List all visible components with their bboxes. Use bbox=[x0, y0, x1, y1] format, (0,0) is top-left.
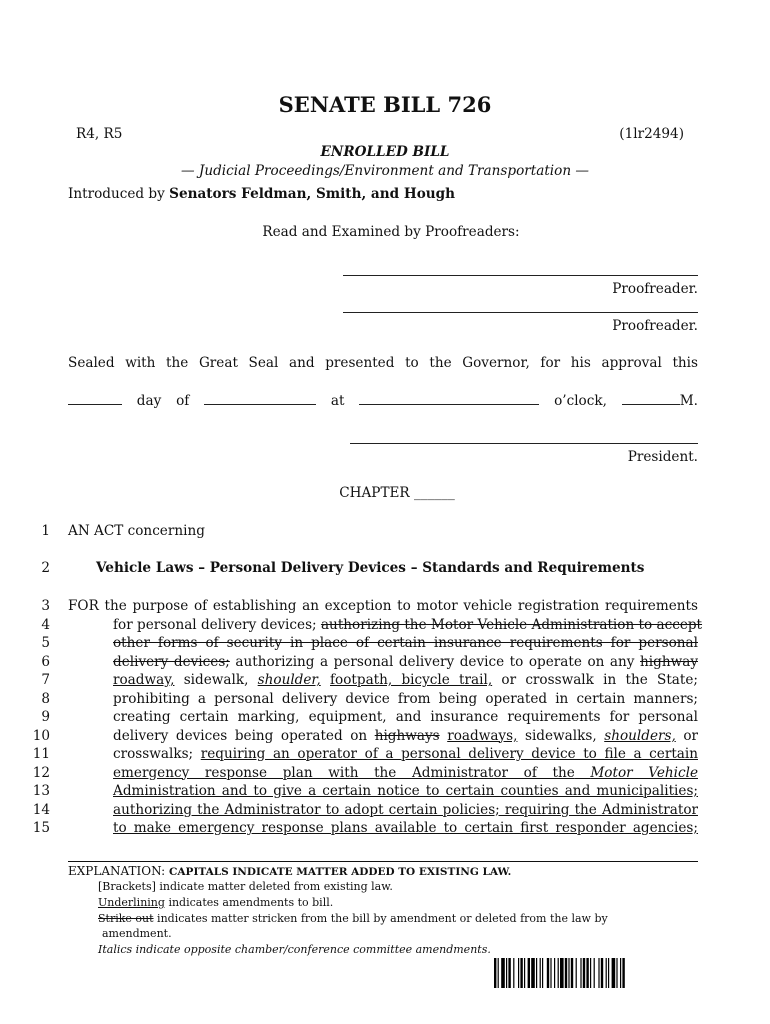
struck-text: highway bbox=[640, 653, 698, 670]
line-number: 12 bbox=[32, 764, 50, 781]
underlining-word: Underlining bbox=[98, 896, 165, 909]
purpose-line-5: other forms of security in place of certain insurance requirements for personal bbox=[113, 635, 698, 651]
president-label: President. bbox=[627, 449, 698, 465]
line-number: 13 bbox=[32, 783, 50, 799]
italic-underlined-text: shoulders, bbox=[604, 727, 676, 744]
underlined-text: requiring an operator of a personal delivery device to file a certain bbox=[200, 746, 698, 762]
line-number: 15 bbox=[32, 820, 50, 836]
enrolled-label: ENROLLED BILL bbox=[320, 144, 450, 160]
chapter: CHAPTER ______ bbox=[339, 485, 455, 501]
purpose-line-9: creating certain marking, equipment, and insurance requirements for personal bbox=[113, 709, 698, 725]
purpose-line-3: FOR the purpose of establishing an exception to motor vehicle registration requirements bbox=[68, 598, 698, 614]
oclock-word: o’clock, bbox=[554, 393, 607, 409]
time-blank bbox=[359, 392, 539, 405]
line-number: 5 bbox=[41, 635, 50, 651]
line-number: 1 bbox=[41, 523, 50, 539]
drafting-number: (1lr2494) bbox=[619, 126, 684, 142]
line-number: 9 bbox=[41, 709, 50, 725]
line-number: 4 bbox=[41, 616, 50, 633]
purpose-line-14: authorizing the Administrator to adopt certain policies; requiring the Administrator bbox=[113, 801, 698, 818]
president-signature-line bbox=[350, 443, 698, 444]
line-number: 7 bbox=[41, 672, 50, 688]
m-word: M. bbox=[679, 393, 698, 409]
strike-word: Strike out bbox=[98, 912, 154, 925]
act-line: AN ACT concerning bbox=[68, 523, 205, 539]
read-examined: Read and Examined by Proofreaders: bbox=[262, 224, 520, 240]
text-span: sidewalks, bbox=[524, 727, 597, 744]
purpose-line-7 bbox=[113, 672, 698, 688]
line-number: 8 bbox=[41, 690, 50, 707]
line-number: 3 bbox=[41, 598, 50, 614]
footer-rule bbox=[68, 861, 698, 862]
subject-codes: R4, R5 bbox=[76, 126, 123, 142]
introduced-prefix: Introduced by bbox=[68, 186, 165, 202]
purpose-line-11 bbox=[113, 746, 698, 762]
italic-underlined-text: shoulder, bbox=[257, 672, 321, 688]
line-number: 10 bbox=[32, 727, 50, 744]
line-number: 11 bbox=[32, 746, 50, 762]
purpose-line-15: to make emergency response plans available to certain first responder agencies; bbox=[113, 820, 698, 836]
month-blank bbox=[204, 392, 316, 405]
proofreader-signature-line bbox=[343, 275, 698, 276]
purpose-line-8: prohibiting a personal delivery device from being operated in certain manners; bbox=[113, 690, 698, 707]
strike-note bbox=[98, 912, 608, 925]
text-span: authorizing a personal delivery device to operate on any bbox=[235, 653, 635, 670]
italic-underlined-text: Motor Vehicle bbox=[590, 764, 698, 781]
struck-text: highways bbox=[374, 727, 440, 744]
explanation-label: EXPLANATION: bbox=[68, 864, 166, 878]
struck-text: authorizing the Motor Vehicle Administration to accept bbox=[320, 616, 703, 633]
text-span: delivery devices being operated on bbox=[113, 727, 368, 744]
line-number: 2 bbox=[41, 560, 50, 576]
barcode bbox=[494, 958, 680, 988]
strike-note-continued: amendment. bbox=[102, 927, 172, 940]
sponsors: Senators Feldman, Smith, and Hough bbox=[169, 186, 456, 202]
text-span: crosswalks; bbox=[113, 746, 194, 762]
proofreader-label-2: Proofreader. bbox=[612, 318, 698, 334]
bill-title: SENATE BILL 726 bbox=[278, 92, 492, 117]
purpose-line-6 bbox=[113, 654, 698, 670]
proofreader-signature-line bbox=[343, 312, 698, 313]
bill-heading: Vehicle Laws – Personal Delivery Devices – Standards and Requirements bbox=[96, 560, 645, 576]
purpose-line-10 bbox=[113, 728, 698, 744]
date-time-line bbox=[68, 392, 698, 409]
strike-text: indicates matter stricken from the bill by amendment or deleted from the law by bbox=[157, 912, 608, 925]
purpose-line-13: Administration and to give a certain notice to certain counties and municipalities; bbox=[113, 783, 698, 799]
underlining-note bbox=[98, 896, 333, 909]
explanation-line bbox=[68, 864, 511, 878]
brackets-text: indicate matter deleted from existing law. bbox=[159, 880, 393, 893]
introduced-by bbox=[68, 186, 455, 202]
meridiem bbox=[622, 392, 698, 409]
underlined-text: footpath, bicycle trail, bbox=[330, 672, 493, 688]
text-span: for personal delivery devices; bbox=[113, 616, 317, 633]
text-span: or crosswalk in the State; bbox=[501, 672, 698, 688]
day-blank bbox=[68, 392, 122, 405]
meridiem-blank bbox=[622, 392, 680, 405]
proofreader-label-1: Proofreader. bbox=[612, 281, 698, 297]
of-word: of bbox=[176, 393, 190, 409]
committees: — Judicial Proceedings/Environment and Transportation — bbox=[180, 163, 589, 179]
purpose-line-4 bbox=[113, 616, 703, 633]
underlined-text: roadways, bbox=[447, 727, 518, 744]
struck-text: delivery devices; bbox=[113, 653, 230, 670]
brackets-note bbox=[98, 880, 393, 893]
brackets-word: [Brackets] bbox=[98, 880, 156, 893]
underlined-text: roadway, bbox=[113, 672, 175, 688]
line-number: 6 bbox=[41, 653, 50, 670]
day-word: day bbox=[136, 393, 162, 409]
underlining-text: indicates amendments to bill. bbox=[168, 896, 334, 909]
italics-note: Italics indicate opposite chamber/conference committee amendments. bbox=[98, 943, 491, 956]
underlined-text: emergency response plan with the Administrator of the bbox=[113, 764, 575, 781]
line-number: 14 bbox=[32, 801, 50, 818]
text-span: sidewalk, bbox=[183, 672, 249, 688]
capitals-note: CAPITALS INDICATE MATTER ADDED TO EXISTING LAW. bbox=[169, 866, 512, 878]
text-span: or bbox=[683, 727, 699, 744]
purpose-line-12 bbox=[113, 765, 698, 781]
sealed-sentence: Sealed with the Great Seal and presented to the Governor, for his approval this bbox=[68, 355, 698, 371]
at-word: at bbox=[330, 393, 345, 409]
